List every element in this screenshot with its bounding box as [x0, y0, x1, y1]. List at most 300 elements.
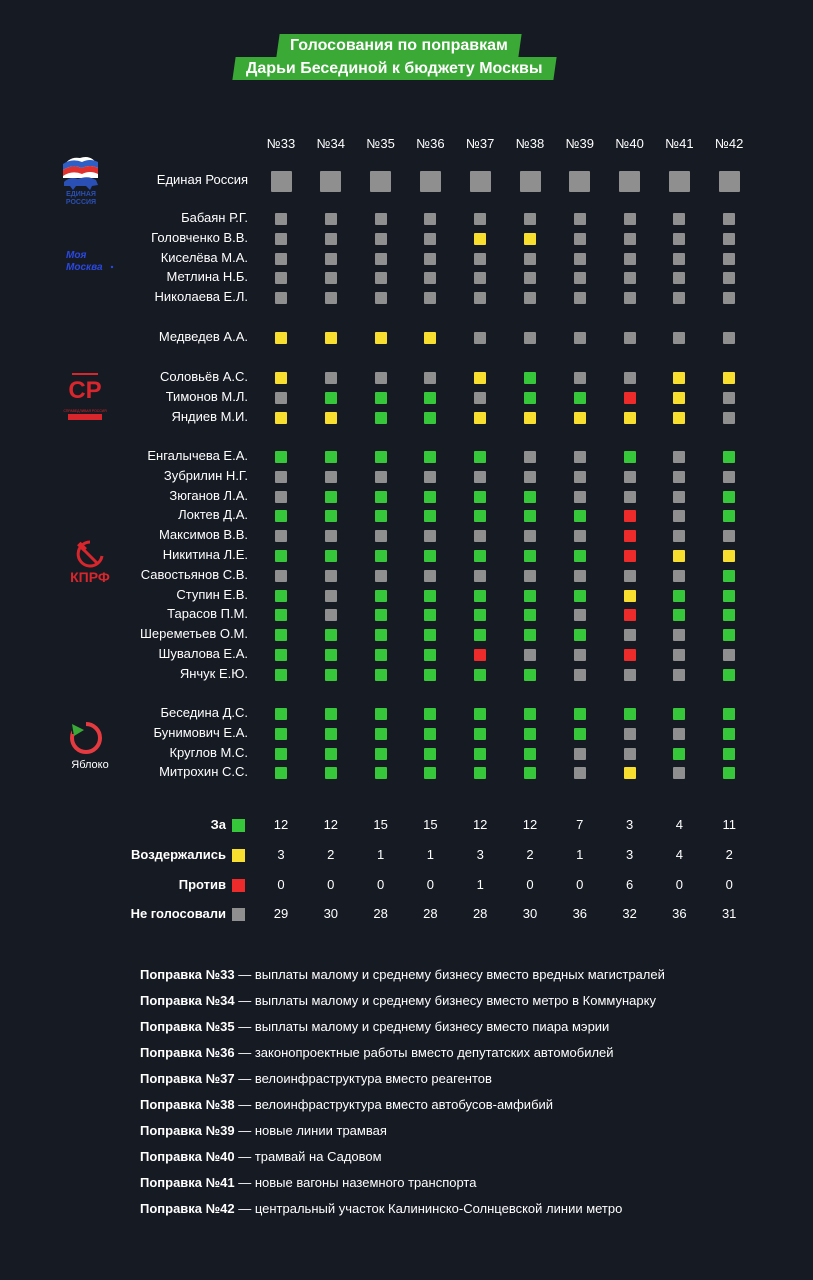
vote-cell [574, 412, 586, 424]
vote-cell [424, 629, 436, 641]
vote-cell [624, 491, 636, 503]
totals-value: 15 [373, 817, 388, 832]
vote-cell [275, 530, 287, 542]
vote-cell [574, 392, 586, 404]
vote-cell [474, 530, 486, 542]
vote-cell [723, 649, 735, 661]
vote-cell [424, 767, 436, 779]
vote-cell [275, 491, 287, 503]
vote-cell [424, 708, 436, 720]
vote-cell [624, 451, 636, 463]
vote-cell [424, 649, 436, 661]
legend-item [140, 966, 800, 992]
vote-cell [424, 530, 436, 542]
legend-item-text: — новые вагоны наземного транспорта [234, 1175, 477, 1190]
vote-cell [474, 510, 486, 522]
vote-cell [723, 510, 735, 522]
vote-cell [624, 272, 636, 284]
vote-cell [723, 372, 735, 384]
vote-cell [524, 213, 536, 225]
column-header: №36 [416, 136, 445, 151]
vote-cell [673, 471, 685, 483]
totals-color-key [232, 819, 245, 832]
vote-cell [325, 491, 337, 503]
vote-cell [719, 171, 740, 192]
vote-cell [325, 748, 337, 760]
vote-cell [574, 748, 586, 760]
totals-color-key [232, 849, 245, 862]
vote-cell [474, 392, 486, 404]
vote-cell [375, 471, 387, 483]
vote-cell [673, 748, 685, 760]
vote-cell [474, 629, 486, 641]
totals-value: 0 [376, 877, 385, 892]
vote-cell [375, 372, 387, 384]
vote-cell [375, 491, 387, 503]
vote-cell [673, 412, 685, 424]
svg-text:Яблоко: Яблоко [71, 759, 109, 771]
vote-cell [325, 550, 337, 562]
totals-label: Против [178, 877, 226, 892]
vote-cell [673, 253, 685, 265]
legend-item [140, 1174, 800, 1200]
vote-cell [673, 292, 685, 304]
legend-item-label: Поправка №37 [140, 1071, 235, 1086]
deputy-name: Янчук Е.Ю. [179, 665, 248, 681]
deputy-name: Соловьёв А.С. [159, 369, 248, 384]
totals-value: 2 [526, 847, 534, 862]
totals-color-key [232, 879, 245, 892]
vote-cell [723, 609, 735, 621]
vote-cell [275, 233, 287, 245]
totals-value: 32 [622, 906, 637, 921]
vote-cell [424, 372, 436, 384]
deputy-name: Беседина Д.С. [160, 705, 248, 720]
vote-cell [673, 233, 685, 245]
vote-cell [474, 609, 486, 621]
vote-cell [524, 609, 536, 621]
vote-cell [624, 669, 636, 681]
vote-cell [673, 629, 685, 641]
deputy-name: Круглов М.С. [169, 744, 248, 760]
vote-cell [325, 669, 337, 681]
vote-cell [375, 253, 387, 265]
vote-cell [624, 708, 636, 720]
deputy-name: Енгалычева Е.А. [147, 448, 248, 463]
vote-cell [424, 669, 436, 681]
vote-cell [275, 372, 287, 384]
vote-cell [624, 372, 636, 384]
svg-text:Моя: Моя [66, 250, 87, 261]
deputy-name: Никитина Л.Е. [162, 547, 248, 562]
vote-cell [520, 171, 541, 192]
deputy-name: Шереметьев О.М. [140, 626, 248, 642]
vote-cell [624, 412, 636, 424]
vote-cell [723, 412, 735, 424]
vote-cell [723, 550, 735, 562]
vote-cell [275, 510, 287, 522]
deputy-name: Зубрилин Н.Г. [163, 467, 248, 483]
vote-cell [474, 471, 486, 483]
vote-cell [524, 550, 536, 562]
title-line-1: Голосования по поправкам [276, 34, 521, 57]
vote-cell [275, 451, 287, 463]
vote-cell [624, 629, 636, 641]
legend-item-label: Поправка №42 [140, 1201, 235, 1216]
totals-value: 4 [675, 847, 683, 862]
vote-cell [275, 550, 287, 562]
deputy-name: Киселёва М.А. [160, 249, 248, 265]
totals-value: 4 [675, 817, 683, 832]
totals-value: 0 [277, 877, 285, 892]
svg-text:Москва: Москва [66, 262, 103, 273]
vote-cell [524, 767, 536, 779]
vote-cell [574, 708, 586, 720]
vote-cell [271, 171, 292, 192]
vote-cell [275, 629, 287, 641]
deputy-name: Головченко В.В. [151, 229, 248, 245]
vote-cell [723, 332, 735, 344]
totals-value: 7 [576, 817, 584, 832]
vote-cell [474, 708, 486, 720]
legend-item [140, 1018, 800, 1044]
vote-cell [673, 372, 685, 384]
vote-cell [424, 392, 436, 404]
totals-value: 15 [423, 817, 438, 832]
vote-cell [375, 332, 387, 344]
totals-value: 3 [476, 847, 484, 862]
vote-cell [424, 412, 436, 424]
totals-value: 28 [373, 906, 388, 921]
vote-cell [275, 748, 287, 760]
deputy-name: Единая Россия [156, 172, 248, 187]
legend-item-text: — новые линии трамвая [234, 1123, 387, 1138]
vote-cell [673, 649, 685, 661]
vote-cell [275, 412, 287, 424]
totals-value: 6 [625, 877, 634, 892]
vote-cell [524, 272, 536, 284]
vote-cell [424, 728, 436, 740]
vote-cell [624, 471, 636, 483]
column-header: №41 [665, 136, 694, 151]
vote-cell [723, 213, 735, 225]
column-header: №34 [316, 136, 345, 151]
legend-item-text: — центральный участок Калининско-Солнцевской линии метро [234, 1201, 623, 1216]
vote-cell [524, 471, 536, 483]
legend-item [140, 1096, 800, 1122]
vote-cell [375, 213, 387, 225]
deputy-name: Максимов В.В. [158, 527, 248, 543]
vote-cell [424, 332, 436, 344]
vote-cell [275, 570, 287, 582]
vote-cell [275, 213, 287, 225]
vote-cell [574, 233, 586, 245]
column-header: №33 [266, 136, 296, 151]
vote-cell [673, 609, 685, 621]
vote-cell [474, 372, 486, 384]
vote-cell [574, 649, 586, 661]
vote-cell [673, 491, 685, 503]
vote-cell [574, 471, 586, 483]
vote-cell [375, 649, 387, 661]
totals-value: 36 [672, 906, 687, 921]
vote-cell [723, 570, 735, 582]
vote-cell [424, 471, 436, 483]
deputy-name: Бабаян Р.Г. [181, 210, 248, 225]
vote-cell [624, 530, 636, 542]
vote-cell [474, 233, 486, 245]
vote-cell [574, 570, 586, 582]
vote-cell [524, 412, 536, 424]
vote-cell [619, 171, 640, 192]
vote-cell [624, 332, 636, 344]
legend-item-text: — трамвай на Садовом [234, 1149, 382, 1164]
vote-cell [325, 570, 337, 582]
vote-cell [669, 171, 690, 192]
vote-cell [474, 570, 486, 582]
vote-cell [325, 233, 337, 245]
vote-cell [474, 669, 486, 681]
vote-cell [723, 253, 735, 265]
totals-value: 12 [472, 817, 488, 832]
vote-cell [524, 332, 536, 344]
vote-cell [569, 171, 590, 192]
vote-cell [375, 550, 387, 562]
vote-cell [723, 669, 735, 681]
totals-value: 30 [522, 906, 538, 921]
vote-cell [325, 392, 337, 404]
vote-cell [325, 372, 337, 384]
column-header: №37 [465, 136, 495, 151]
vote-cell [320, 171, 341, 192]
totals-label: За [210, 817, 226, 832]
vote-cell [424, 550, 436, 562]
vote-cell [624, 590, 636, 602]
column-header: №35 [366, 136, 395, 151]
deputy-name: Бунимович Е.А. [153, 724, 248, 740]
totals-value: 12 [273, 817, 289, 832]
totals-label: Не голосовали [130, 906, 226, 921]
legend-item-label: Поправка №36 [140, 1045, 235, 1060]
amendments-legend [140, 966, 800, 1226]
vote-cell [424, 253, 436, 265]
vote-cell [624, 570, 636, 582]
vote-cell [723, 629, 735, 641]
vote-cell [375, 609, 387, 621]
vote-cell [723, 748, 735, 760]
vote-cell [673, 590, 685, 602]
vote-cell [524, 530, 536, 542]
vote-cell [375, 233, 387, 245]
vote-cell [574, 629, 586, 641]
legend-item-text: — велоинфраструктура вместо реагентов [234, 1071, 492, 1086]
totals-value: 36 [572, 906, 588, 921]
legend-item-text: — выплаты малому и среднему бизнесу вместо метро в Коммунарку [234, 993, 656, 1008]
vote-cell [524, 491, 536, 503]
legend-item-text: — выплаты малому и среднему бизнесу вместо вредных магистралей [234, 967, 665, 982]
vote-cell [723, 471, 735, 483]
legend-item-label: Поправка №33 [140, 967, 235, 982]
vote-cell [673, 767, 685, 779]
vote-cell [574, 550, 586, 562]
vote-cell [574, 213, 586, 225]
deputy-name: Николаева Е.Л. [154, 289, 248, 305]
vote-cell [474, 748, 486, 760]
vote-cell [470, 171, 491, 192]
totals-value: 0 [675, 877, 683, 892]
vote-cell [723, 728, 735, 740]
vote-cell [325, 332, 337, 344]
vote-cell [375, 708, 387, 720]
legend-item-text: — велоинфраструктура вместо автобусов-амфибий [234, 1097, 554, 1112]
vote-cell [325, 292, 337, 304]
totals-value: 28 [423, 906, 438, 921]
vote-cell [673, 708, 685, 720]
vote-cell [524, 292, 536, 304]
vote-cell [474, 451, 486, 463]
vote-cell [424, 272, 436, 284]
vote-cell [375, 412, 387, 424]
legend-item [140, 1148, 800, 1174]
vote-cell [275, 392, 287, 404]
vote-cell [325, 213, 337, 225]
totals-value: 2 [725, 847, 733, 862]
vote-cell [325, 728, 337, 740]
vote-cell [524, 510, 536, 522]
vote-cell [524, 728, 536, 740]
vote-cell [474, 649, 486, 661]
vote-cell [524, 649, 536, 661]
totals-value: 31 [721, 906, 737, 921]
vote-cell [624, 609, 636, 621]
vote-cell [325, 708, 337, 720]
vote-cell [474, 253, 486, 265]
vote-cell [524, 590, 536, 602]
totals-value: 1 [376, 847, 385, 862]
vote-cell [723, 590, 735, 602]
svg-text:ЕДИНАЯ: ЕДИНАЯ [66, 191, 96, 198]
vote-cell [524, 372, 536, 384]
totals-value: 12 [323, 817, 339, 832]
column-header: №40 [615, 136, 644, 151]
vote-cell [375, 629, 387, 641]
vote-cell [574, 728, 586, 740]
totals-value: 28 [472, 906, 488, 921]
legend-item [140, 1200, 800, 1226]
vote-cell [424, 213, 436, 225]
vote-cell [275, 767, 287, 779]
totals-value: 29 [273, 906, 289, 921]
totals-color-key [232, 908, 245, 921]
vote-cell [624, 213, 636, 225]
vote-cell [375, 292, 387, 304]
totals-value: 1 [476, 877, 484, 892]
vote-cell [673, 530, 685, 542]
vote-cell [673, 510, 685, 522]
vote-cell [375, 570, 387, 582]
vote-cell [524, 708, 536, 720]
vote-cell [420, 171, 441, 192]
vote-cell [524, 669, 536, 681]
vote-cell [474, 213, 486, 225]
vote-cell [673, 669, 685, 681]
vote-cell [574, 609, 586, 621]
deputy-name: Тимонов М.Л. [165, 388, 248, 404]
svg-text:КПРФ: КПРФ [70, 569, 110, 585]
deputy-name: Яндиев М.И. [171, 408, 248, 424]
vote-cell [424, 748, 436, 760]
vote-cell [524, 233, 536, 245]
vote-cell [673, 728, 685, 740]
totals-value: 2 [327, 847, 335, 862]
vote-cell [574, 272, 586, 284]
vote-cell [325, 253, 337, 265]
deputy-name: Локтев Д.А. [178, 507, 248, 523]
vote-cell [474, 332, 486, 344]
svg-text:РОССИЯ: РОССИЯ [65, 199, 97, 206]
totals-value: 1 [426, 847, 434, 862]
totals-value: 0 [327, 877, 335, 892]
vote-cell [275, 272, 287, 284]
vote-cell [375, 767, 387, 779]
vote-cell [574, 292, 586, 304]
vote-cell [325, 530, 337, 542]
legend-item [140, 1122, 800, 1148]
vote-cell [574, 669, 586, 681]
vote-cell [275, 708, 287, 720]
vote-cell [524, 392, 536, 404]
vote-cell [325, 510, 337, 522]
deputy-name: Тарасов П.М. [167, 606, 248, 622]
vote-cell [424, 609, 436, 621]
vote-cell [474, 292, 486, 304]
vote-cell [624, 649, 636, 661]
vote-cell [624, 233, 636, 245]
vote-cell [574, 510, 586, 522]
vote-cell [474, 412, 486, 424]
vote-cell [325, 471, 337, 483]
legend-item [140, 1044, 800, 1070]
vote-cell [370, 171, 391, 192]
vote-cell [275, 728, 287, 740]
vote-cell [524, 253, 536, 265]
legend-item-text: — выплаты малому и среднему бизнесу вместо пиара мэрии [234, 1019, 610, 1034]
vote-cell [424, 451, 436, 463]
deputy-name: Медведев А.А. [158, 329, 248, 344]
svg-text:СР: СР [68, 377, 102, 404]
vote-cell [574, 530, 586, 542]
vote-cell [624, 748, 636, 760]
legend-item-label: Поправка №39 [140, 1123, 235, 1138]
vote-cell [325, 767, 337, 779]
column-header: №42 [714, 136, 744, 151]
vote-cell [325, 609, 337, 621]
vote-cell [574, 590, 586, 602]
column-header: №38 [515, 136, 545, 151]
vote-cell [424, 510, 436, 522]
vote-cell [474, 550, 486, 562]
vote-cell [673, 451, 685, 463]
legend-item [140, 992, 800, 1018]
vote-cell [325, 272, 337, 284]
vote-cell [723, 451, 735, 463]
vote-cell [474, 767, 486, 779]
vote-cell [723, 491, 735, 503]
vote-cell [723, 392, 735, 404]
vote-cell [375, 748, 387, 760]
vote-cell [624, 728, 636, 740]
vote-cell [325, 412, 337, 424]
